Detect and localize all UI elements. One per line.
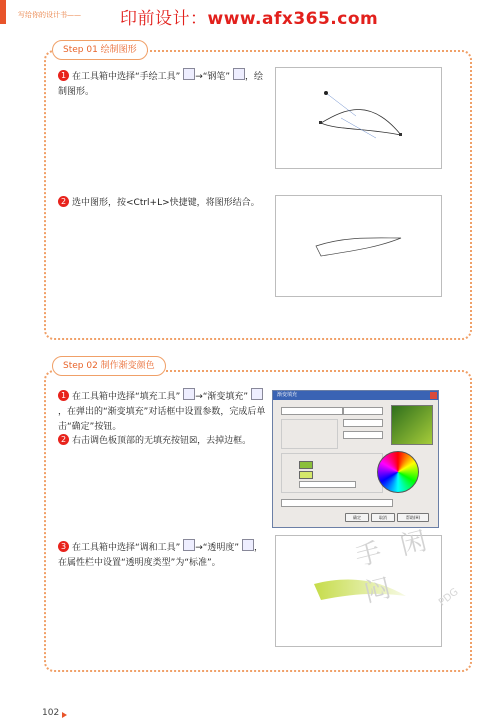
instr-text: ，在属性栏中设置“透明度类型”为“标准”。 [58, 543, 263, 568]
screenshot-pen-path [275, 67, 442, 169]
ok-button[interactable]: 确定 [345, 513, 369, 522]
instr-text: 选中图形，按<Ctrl+L>快捷键，将图形结合。 [72, 198, 260, 208]
fill-tool-icon [183, 388, 195, 400]
presets-select[interactable] [281, 499, 393, 507]
type-select[interactable] [281, 407, 343, 415]
screenshot-combined-shape [275, 195, 442, 297]
gradient-fill-icon [251, 388, 263, 400]
watermark-stamp: 手 闲 闷 [352, 524, 436, 609]
dialog-title-bar [273, 391, 438, 400]
instr-text: 右击调色板顶部的无填充按钮☒，去掉边框。 [72, 436, 252, 446]
step2-instruction-1 [58, 388, 268, 435]
step2-instruction-2 [58, 434, 268, 449]
pen-tool-icon [233, 68, 245, 80]
from-color-swatch[interactable] [299, 461, 313, 469]
blend-tool-icon [183, 539, 195, 551]
instr-text: 在工具箱中选择“填充工具” [72, 392, 181, 402]
dialog-close-icon[interactable] [430, 392, 437, 399]
step-number-badge: 1 [58, 70, 69, 81]
step1-instruction-1 [58, 68, 268, 100]
dialog-title: 渐变填充 [277, 392, 298, 398]
step-number-badge: 2 [58, 434, 69, 445]
step2-instruction-3 [58, 539, 268, 571]
step1-tag: Step 01 绘制图形 [52, 40, 148, 60]
step1-instruction-2 [58, 196, 268, 211]
watermark-cn: 印前设计： [120, 9, 208, 29]
page-arrow-icon [62, 712, 67, 718]
freehand-tool-icon [183, 68, 195, 80]
instr-text: ，在弹出的“渐变填充”对话框中设置参数，完成后单击“确定”按钮。 [58, 407, 266, 432]
midpoint-slider[interactable] [299, 481, 356, 488]
angle-field[interactable] [343, 407, 383, 415]
header-watermark [120, 4, 378, 29]
instr-text: →“渐变填充” [195, 392, 249, 402]
header-accent-bar [0, 0, 6, 24]
pdg-watermark: PDG [436, 586, 461, 609]
step-number-badge: 3 [58, 541, 69, 552]
combined-shape-drawing [276, 196, 441, 296]
gradient-fill-dialog [272, 390, 439, 528]
center-offset-group [281, 419, 338, 449]
edge-pad-field[interactable] [343, 431, 383, 439]
steps-field[interactable] [343, 419, 383, 427]
step-number-badge: 2 [58, 196, 69, 207]
instr-text: ，绘制图形。 [58, 72, 263, 97]
instr-text: →“透明度” [195, 543, 240, 553]
cancel-button[interactable]: 取消 [371, 513, 395, 522]
instr-text: 在工具箱中选择“调和工具” [72, 543, 181, 553]
instr-text: →“钢笔” [195, 72, 231, 82]
help-button[interactable]: 帮助(H) [397, 513, 429, 522]
step2-tag: Step 02 制作渐变颜色 [52, 356, 166, 376]
color-wheel[interactable] [377, 451, 419, 493]
watermark-url: www.afx365.com [207, 9, 379, 29]
instr-text: 在工具箱中选择“手绘工具” [72, 72, 181, 82]
transparency-tool-icon [242, 539, 254, 551]
header-subtitle: 写给你的设计书—— [18, 11, 81, 19]
to-color-swatch[interactable] [299, 471, 313, 479]
step-number-badge: 1 [58, 390, 69, 401]
pen-path-drawing [276, 68, 441, 168]
page-number: 102 [42, 708, 60, 718]
gradient-preview [391, 405, 433, 445]
